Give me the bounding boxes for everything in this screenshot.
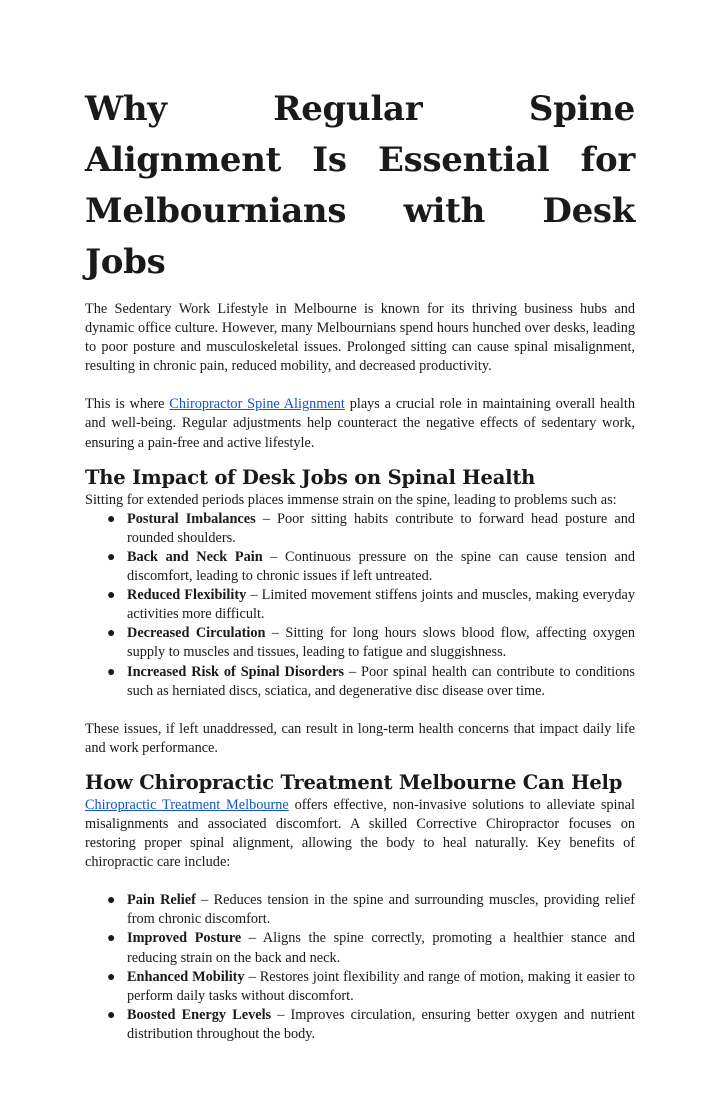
list-item [107,968,635,1006]
bullet-icon: ● [107,588,116,604]
list-item-term: Decreased Circulation [127,625,266,642]
bullet-icon: ● [107,664,116,680]
bullet-icon: ● [107,511,116,527]
list-item-term: Boosted Energy Levels [127,1006,272,1023]
bullet-icon: ● [107,931,116,947]
list-item-text: – Poor spinal health can contribute to conditions such as herniated discs, sciatica, and degenerative disc disease over time. [127,663,635,699]
list-item-text: – Poor sitting habits contribute to forward head posture and rounded shoulders. [127,510,635,546]
chiropractic-treatment-melbourne-link[interactable]: Chiropractic Treatment Melbourne [85,796,289,813]
list-item-term: Increased Risk of Spinal Disorders [127,663,345,680]
benefits-list [85,891,635,1044]
list-item-term: Postural Imbalances [127,510,256,527]
section-lead-help [85,796,635,872]
intro-paragraph-2 [85,395,635,452]
bullet-icon: ● [107,626,116,642]
section-lead-help-text: offers effective, non-invasive solutions to alleviate spinal misalignments and associated discomfort. A skilled Corrective Chiropractor focuses on restoring proper spinal alignment, allowing the body to heal naturally. Key benefits of chiropractic care include: [85,796,635,871]
list-item [107,929,635,967]
bullet-icon: ● [107,1007,116,1023]
section-closing-impact: These issues, if left unaddressed, can result in long-term health concerns that impact daily life and work performance. [85,720,635,756]
list-item-term: Pain Relief [127,892,196,909]
list-item-text: – Limited movement stiffens joints and muscles, making everyday activities more difficult. [127,587,635,623]
chiropractor-spine-alignment-link[interactable]: Chiropractor Spine Alignment [169,396,345,413]
bullet-icon: ● [107,549,116,565]
document-page [85,84,635,1044]
list-item-term: Improved Posture [127,930,242,947]
list-item-text: – Reduces tension in the spine and surrounding muscles, providing relief from chronic discomfort. [127,892,635,928]
list-item-text: – Sitting for long hours slows blood flow, affecting oxygen supply to muscles and tissues, leading to fatigue and sluggishness. [127,625,635,661]
section-lead-impact: Sitting for extended periods places immense strain on the spine, leading to problems such as: [85,491,617,508]
list-item-term: Reduced Flexibility [127,587,247,604]
impact-list [85,510,635,701]
list-item [107,891,635,929]
list-item-text: – Improves circulation, ensuring better oxygen and nutrient distribution throughout the body. [127,1006,635,1042]
list-item-text: – Continuous pressure on the spine can cause tension and discomfort, leading to chronic issues if left untreated. [127,548,635,585]
list-item-text: – Restores joint flexibility and range of motion, making it easier to perform daily tasks without discomfort. [127,968,635,1004]
list-item-text: – Aligns the spine correctly, promoting a healthier stance and reducing strain on the back and neck. [127,930,635,966]
intro-text-after: plays a crucial role in maintaining overall health and well-being. Regular adjustments help counteract the negative effects of sedentary work, ensuring a pain-free and active lifestyle. [85,396,635,451]
list-item [107,548,635,586]
list-item-term: Enhanced Mobility [127,968,245,985]
intro-text-before: This is where [85,396,170,413]
list-item [107,624,635,662]
section-heading-impact: The Impact of Desk Jobs on Spinal Health [85,465,536,489]
section-heading-help: How Chiropractic Treatment Melbourne Can Help [85,770,623,794]
list-item [107,510,635,548]
list-item [107,1006,635,1044]
bullet-icon: ● [107,893,116,909]
bullet-icon: ● [107,969,116,985]
intro-paragraph: The Sedentary Work Lifestyle in Melbourne is known for its thriving business hubs and dynamic office culture. However, many Melbournians spend hours hunched over desks, leading to poor posture and musculoskeletal issues. Prolonged sitting can cause spinal misalignment, resulting in chronic pain, reduced mobility, and decreased productivity. [85,301,635,375]
list-item-term: Back and Neck Pain [127,548,263,565]
page-title: Why Regular Spine Alignment Is Essential for Melbournians with Desk Jobs [85,89,635,282]
list-item [107,586,635,624]
list-item [107,663,635,701]
